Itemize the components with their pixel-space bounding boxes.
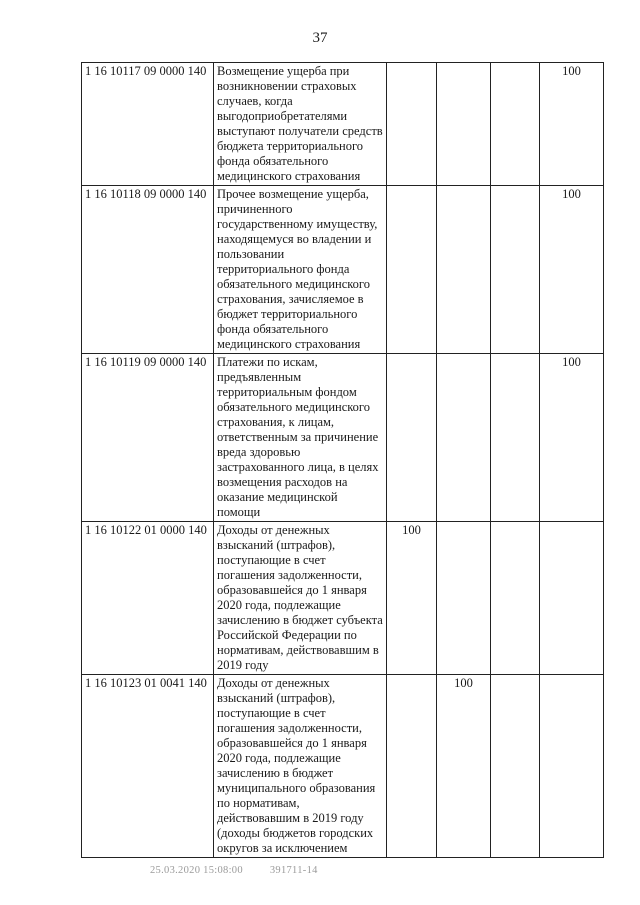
row-value-col1 — [387, 354, 437, 522]
row-name: Платежи по искам, предъявленным территориальным фондом обязательного медицинского страхования, к лицам, ответственным за причинение вреда здоровью застрахованного лица, в целях возмещения расходов на оказание медицинской помощи — [214, 354, 387, 522]
page-number: 37 — [312, 30, 328, 46]
row-value-col2 — [437, 63, 491, 186]
row-value-col2 — [437, 186, 491, 354]
row-value-col1 — [387, 186, 437, 354]
row-value-col4 — [540, 675, 604, 858]
row-value-col2 — [437, 354, 491, 522]
row-name: Возмещение ущерба при возникновении страховых случаев, когда выгодоприобретателями выступают получатели средств бюджета территориального фонда обязательного медицинского страхования — [214, 63, 387, 186]
row-value-col3 — [491, 186, 540, 354]
row-value-col1 — [387, 63, 437, 186]
document-footer — [150, 865, 342, 876]
row-value-col2 — [437, 522, 491, 675]
row-value-col3 — [491, 675, 540, 858]
row-name: Доходы от денежных взысканий (штрафов), поступающие в счет погашения задолженности, образовавшейся до 1 января 2020 года, подлежащие зачислению в бюджет субъекта Российской Федерации по нормативам, действовавшим в 2019 году — [214, 522, 387, 675]
row-value-col4: 100 — [540, 354, 604, 522]
row-name: Прочее возмещение ущерба, причиненного государственному имуществу, находящемуся во владении и пользовании территориального фонда обязательного медицинского страхования, зачисляемое в бюджет территориального фонда обязательного медицинского страхования — [214, 186, 387, 354]
table-row — [82, 354, 604, 522]
row-value-col1 — [387, 675, 437, 858]
row-code: 1 16 10118 09 0000 140 — [82, 186, 214, 354]
footer-doc-id: 391711-14 — [269, 865, 318, 876]
table-row — [82, 63, 604, 186]
row-value-col3 — [491, 63, 540, 186]
footer-timestamp: 25.03.2020 15:08:00 — [150, 865, 243, 876]
row-value-col4 — [540, 522, 604, 675]
revenue-table — [81, 62, 604, 858]
row-value-col3 — [491, 522, 540, 675]
row-code: 1 16 10117 09 0000 140 — [82, 63, 214, 186]
row-code: 1 16 10119 09 0000 140 — [82, 354, 214, 522]
row-value-col4: 100 — [540, 186, 604, 354]
row-value-col2: 100 — [437, 675, 491, 858]
row-value-col1: 100 — [387, 522, 437, 675]
table-row — [82, 522, 604, 675]
row-code: 1 16 10122 01 0000 140 — [82, 522, 214, 675]
row-value-col3 — [491, 354, 540, 522]
row-code: 1 16 10123 01 0041 140 — [82, 675, 214, 858]
table-row — [82, 675, 604, 858]
table-row — [82, 186, 604, 354]
row-name: Доходы от денежных взысканий (штрафов), поступающие в счет погашения задолженности, образовавшейся до 1 января 2020 года, подлежащие зачислению в бюджет муниципального образования по нормативам, действовавшим в 2019 году (доходы бюджетов городских округов за исключением — [214, 675, 387, 858]
row-value-col4: 100 — [540, 63, 604, 186]
